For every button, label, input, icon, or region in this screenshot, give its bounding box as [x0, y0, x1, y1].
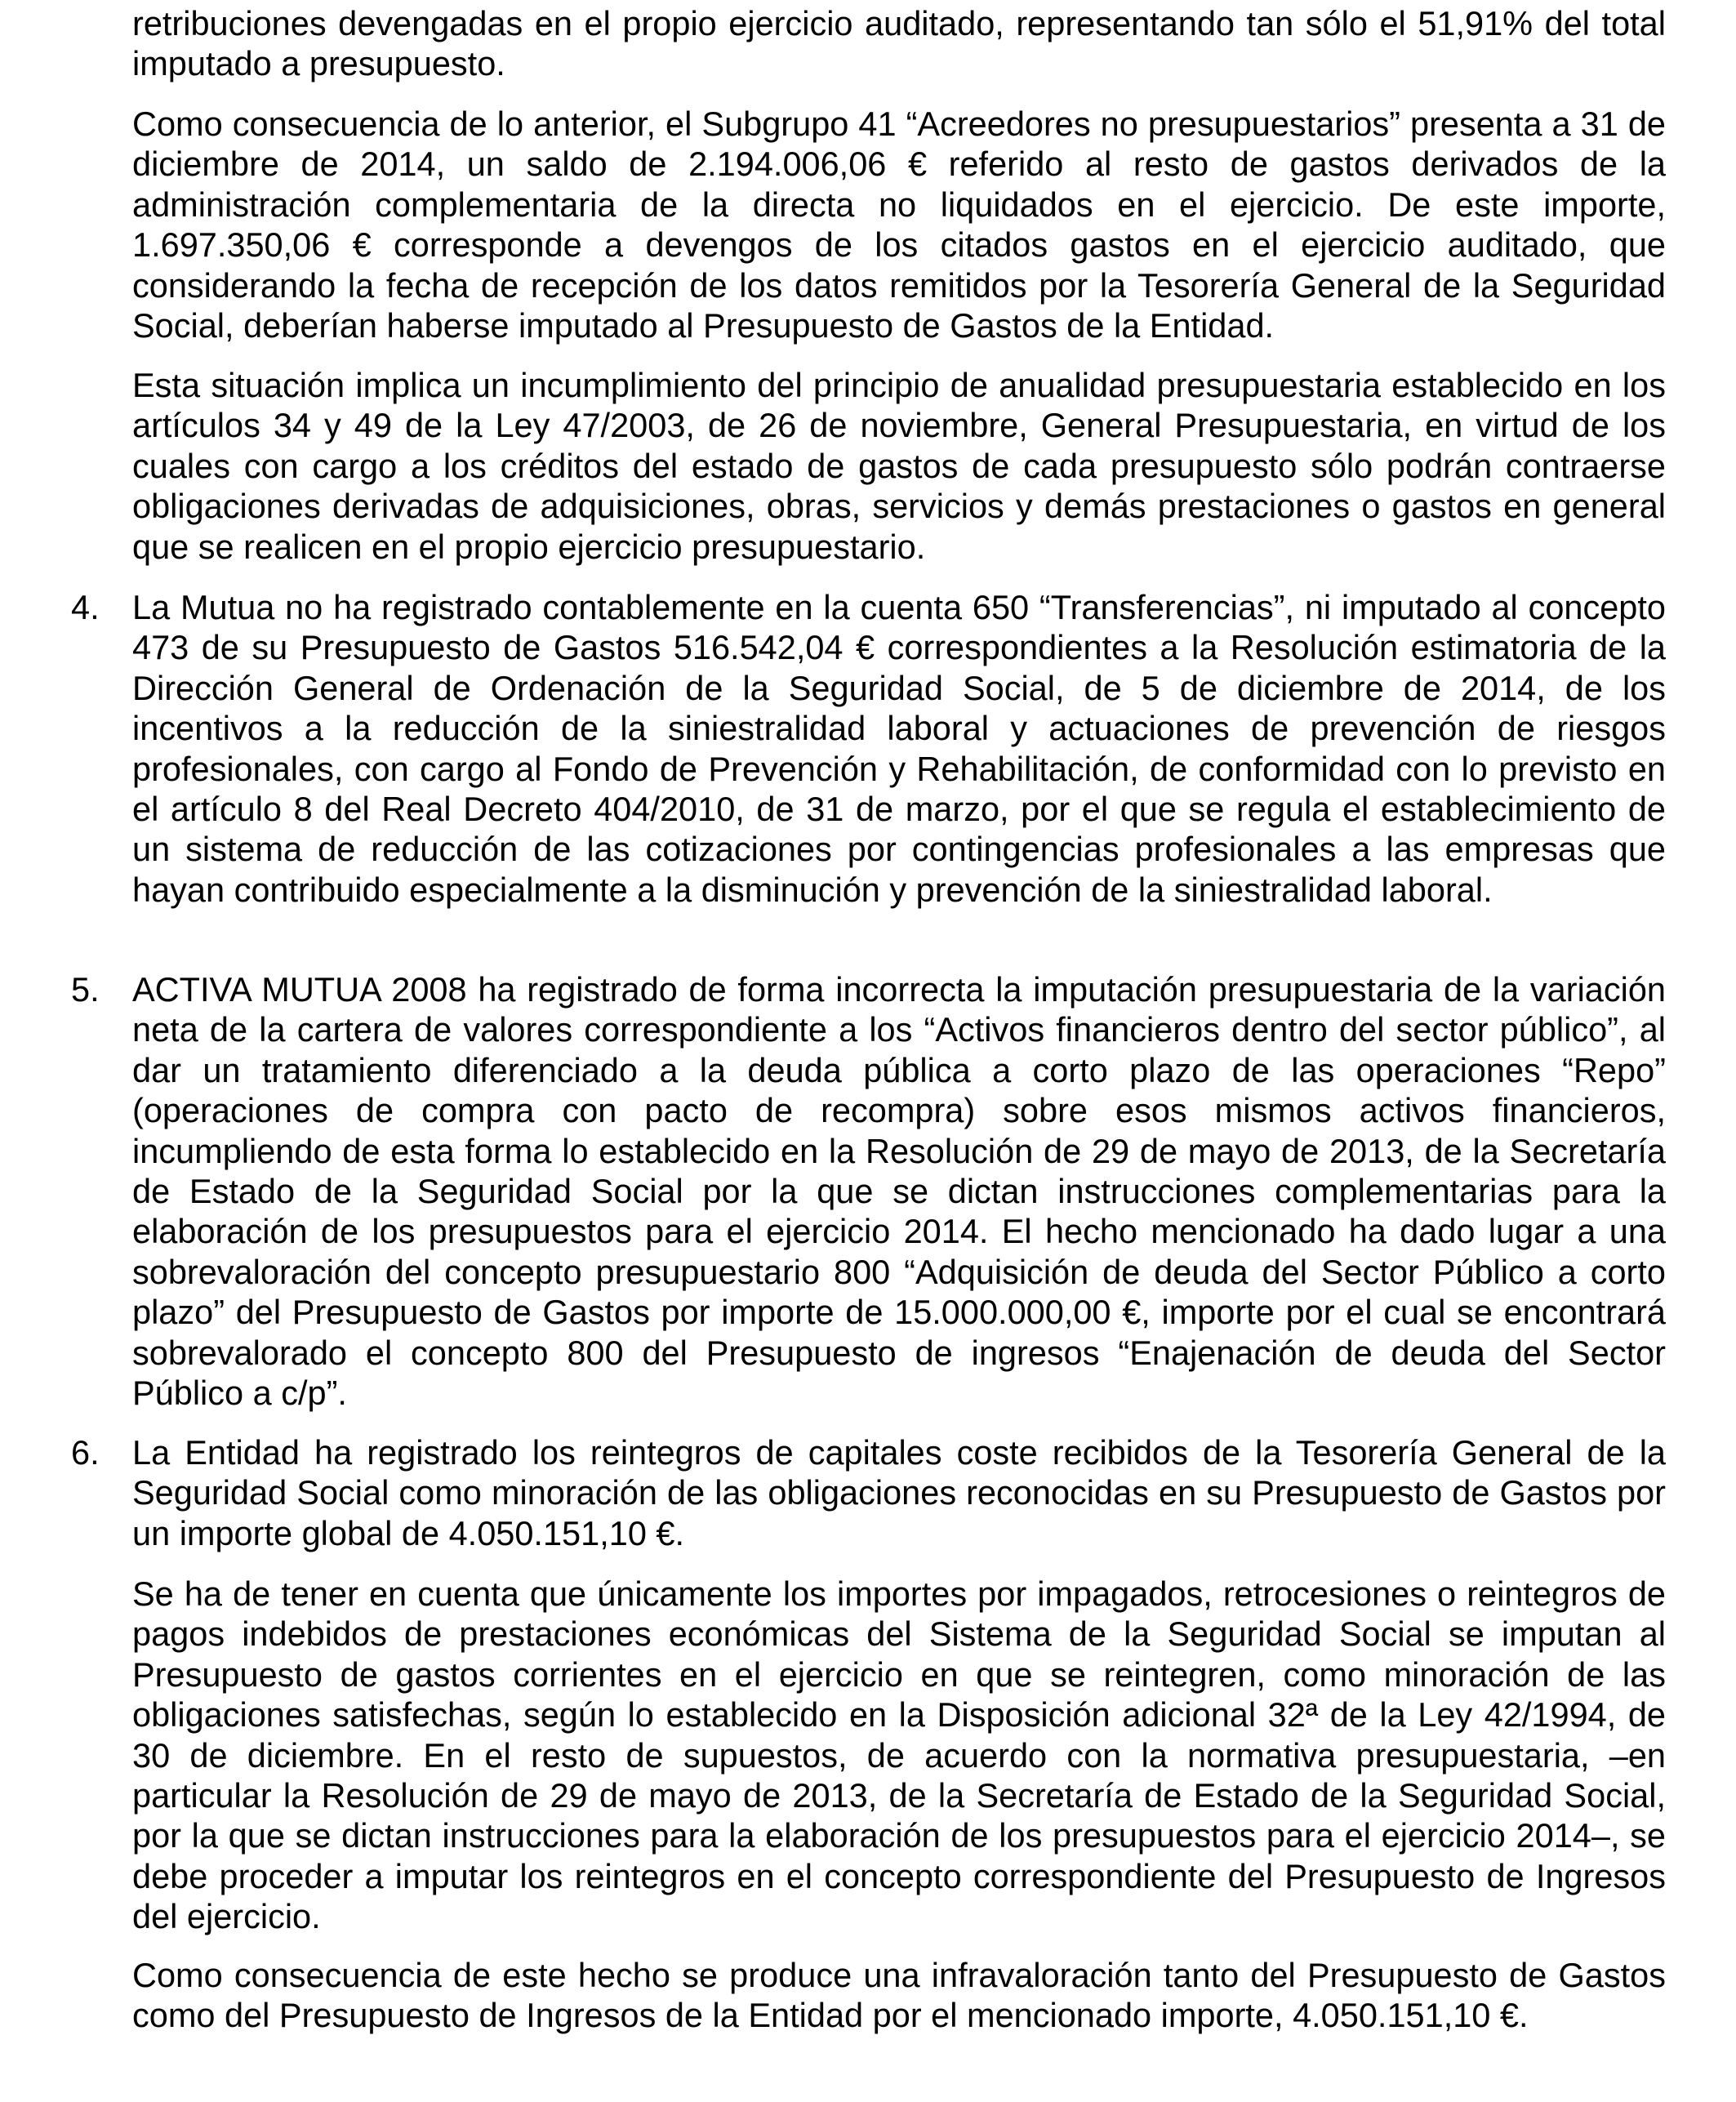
item-text: ACTIVA MUTUA 2008 ha registrado de forma incorrecta la imputación presupuestaria de la variación neta de la cartera de valores correspondiente a los “Activos financieros dentro del sector público”, al dar un tratamiento diferenciado a la deuda pública a corto plazo de las operaciones “Repo” (operaciones de compra con pacto de recompra) sobre esos mismos activos financieros, incumpliendo de esta forma lo establecido en la Resolución de 29 de mayo de 2013, de la Secretaría de Estado de la Seguridad Social por la que se dictan instrucciones complementarias para la elaboración de los presupuestos para el ejercicio 2014. El hecho mencionado ha dado lugar a una sobrevaloración del concepto presupuestario 800 “Adquisición de deuda del Sector Público a corto plazo” del Presupuesto de Gastos por importe de 15.000.000,00 €, importe por el cual se encontrará sobrevalorado el concepto 800 del Presupuesto de ingresos “Enajenación de deuda del Sector Público a c/p”. — [132, 970, 1666, 1413]
paragraph-infravaloracion: Como consecuencia de este hecho se produce una infravaloración tanto del Presupuesto de Gastos como del Presupuesto de Ingresos de la Entidad por el mencionado importe, 4.050.151,10 €. — [132, 1956, 1666, 2035]
item-number: 5. — [71, 970, 100, 1009]
paragraph-reintegros: Se ha de tener en cuenta que únicamente los importes por impagados, retrocesiones o reintegros de pagos indebidos de prestaciones económicas del Sistema de la Seguridad Social se imputan al Presupuesto de gastos corrientes en el ejercicio en que se reintegren, como minoración de las obligaciones satisfechas, según lo establecido en la Disposición adicional 32ª de la Ley 42/1994, de 30 de diciembre. En el resto de supuestos, de acuerdo con la normativa presupuestaria, –en particular la Resolución de 29 de mayo de 2013, de la Secretaría de Estado de la Seguridad Social, por la que se dictan instrucciones para la elaboración de los presupuestos para el ejercicio 2014–, se debe proceder a imputar los reintegros en el concepto correspondiente del Presupuesto de Ingresos del ejercicio. — [132, 1574, 1666, 1936]
item-text: La Mutua no ha registrado contablemente en la cuenta 650 “Transferencias”, ni imputado al concepto 473 de su Presupuesto de Gastos 516.542,04 € correspondientes a la Resolución estimatoria de la Dirección General de Ordenación de la Seguridad Social, de 5 de diciembre de 2014, de los incentivos a la reducción de la siniestralidad laboral y actuaciones de prevención de riesgos profesionales, con cargo al Fondo de Prevención y Rehabilitación, de conformidad con lo previsto en el artículo 8 del Real Decreto 404/2010, de 31 de marzo, por el que se regula el establecimiento de un sistema de reducción de las cotizaciones por contingencias profesionales a las empresas que hayan contribuido especialmente a la disminución y prevención de la siniestralidad laboral. — [132, 588, 1666, 909]
item-text: La Entidad ha registrado los reintegros de capitales coste recibidos de la Tesorería General de la Seguridad Social como minoración de las obligaciones reconocidas en su Presupuesto de Gastos por un importe global de 4.050.151,10 €. — [132, 1433, 1666, 1552]
paragraph-intro: retribuciones devengadas en el propio ejercicio auditado, representando tan sólo el 51,91% del total imputado a presupuesto. — [132, 4, 1666, 83]
item-number: 6. — [71, 1433, 100, 1472]
paragraph-anualidad: Esta situación implica un incumplimiento del principio de anualidad presupuestaria establecido en los artículos 34 y 49 de la Ley 47/2003, de 26 de noviembre, General Presupuestaria, en virtud de los cuales con cargo a los créditos del estado de gastos de cada presupuesto sólo podrán contraerse obligaciones derivadas de adquisiciones, obras, servicios y demás prestaciones o gastos en general que se realicen en el propio ejercicio presupuestario. — [132, 366, 1666, 566]
paragraph-subgrupo-41: Como consecuencia de lo anterior, el Subgrupo 41 “Acreedores no presupuestarios” presenta a 31 de diciembre de 2014, un saldo de 2.194.006,06 € referido al resto de gastos derivados de la administración complementaria de la directa no liquidados en el ejercicio. De este importe, 1.697.350,06 € corresponde a devengos de los citados gastos en el ejercicio auditado, que considerando la fecha de recepción de los datos remitidos por la Tesorería General de la Seguridad Social, deberían haberse imputado al Presupuesto de Gastos de la Entidad. — [132, 105, 1666, 345]
item-number: 4. — [71, 588, 100, 626]
